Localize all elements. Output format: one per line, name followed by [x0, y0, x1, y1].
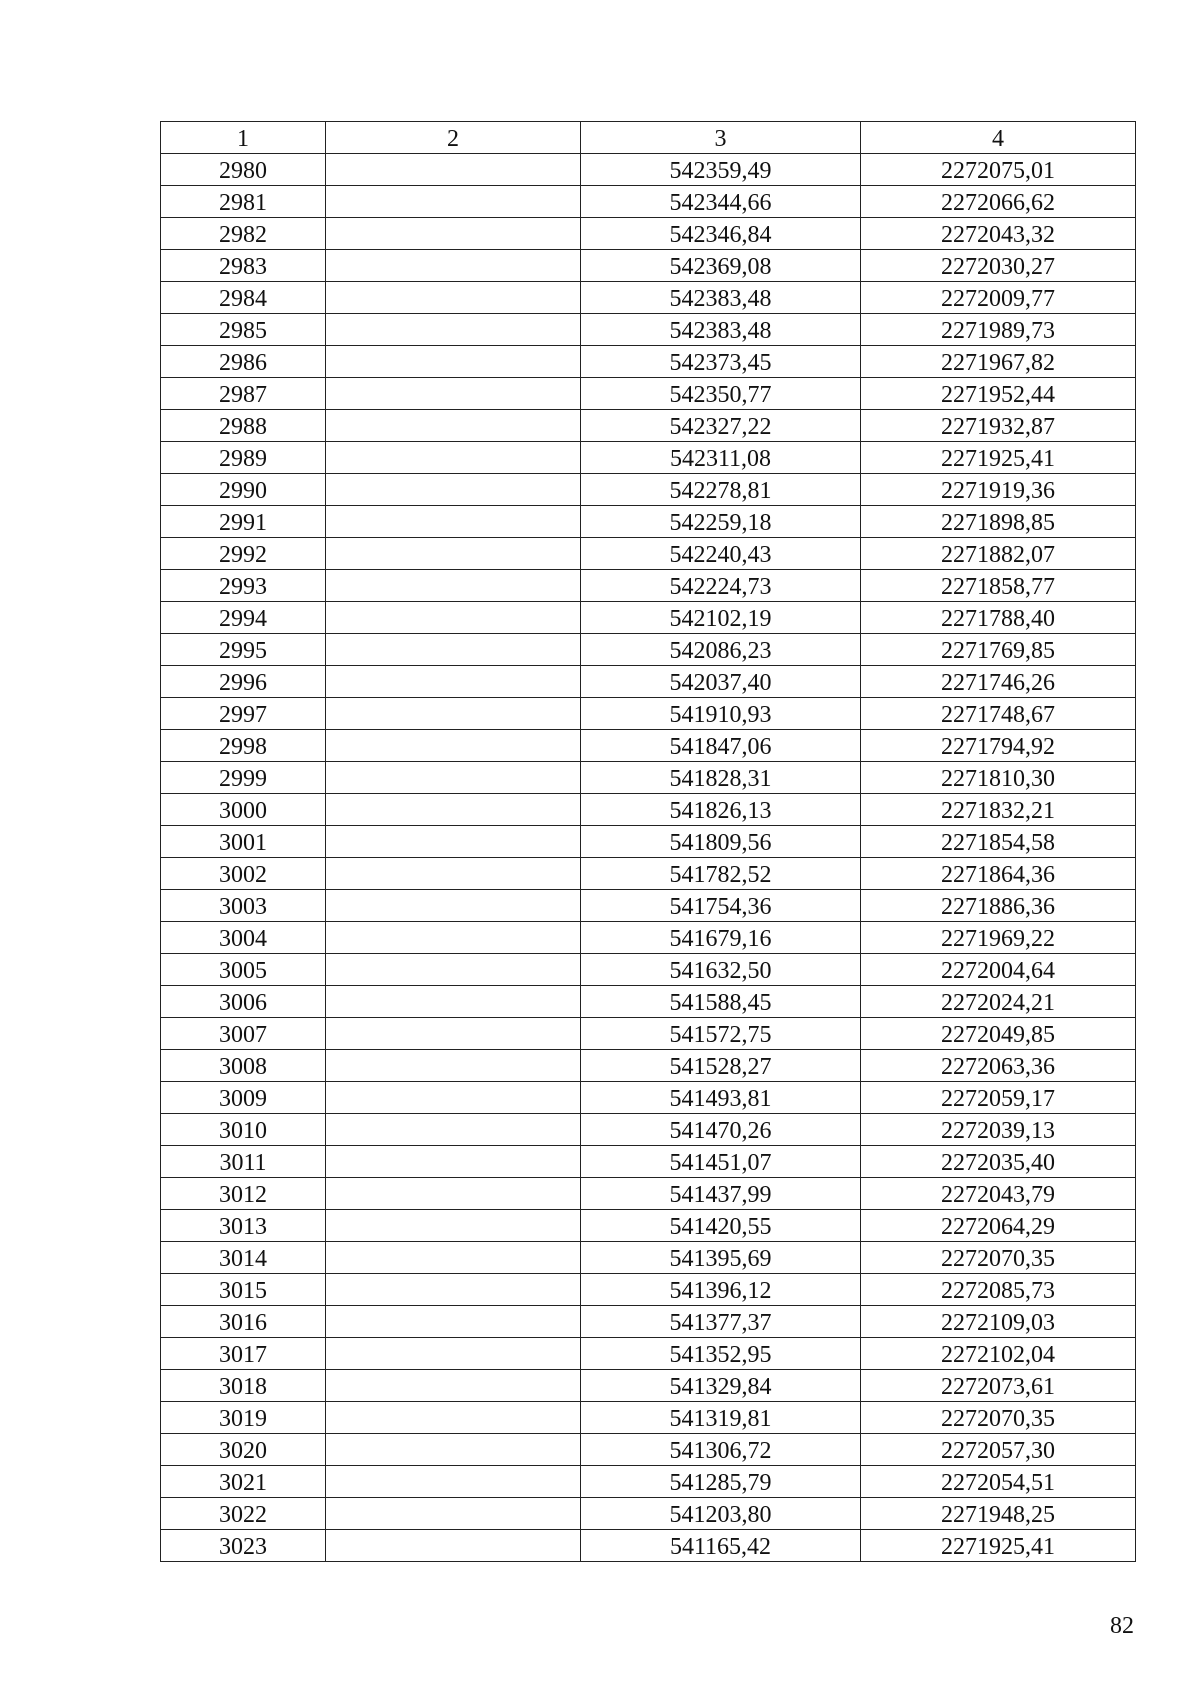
cell-point-number: 3002	[161, 858, 326, 890]
cell-coordinate-x: 541352,95	[581, 1338, 861, 1370]
column-header-2: 2	[326, 122, 581, 154]
cell-point-number: 2988	[161, 410, 326, 442]
cell-point-number: 3016	[161, 1306, 326, 1338]
cell-blank	[326, 538, 581, 570]
cell-coordinate-x: 541847,06	[581, 730, 861, 762]
cell-coordinate-y: 2271898,85	[861, 506, 1136, 538]
cell-blank	[326, 1210, 581, 1242]
cell-blank	[326, 250, 581, 282]
cell-point-number: 3005	[161, 954, 326, 986]
cell-coordinate-x: 541319,81	[581, 1402, 861, 1434]
cell-blank	[326, 1306, 581, 1338]
table-row	[161, 954, 1136, 986]
cell-point-number: 2981	[161, 186, 326, 218]
cell-blank	[326, 282, 581, 314]
table-row	[161, 378, 1136, 410]
cell-point-number: 3023	[161, 1530, 326, 1562]
cell-coordinate-y: 2271769,85	[861, 634, 1136, 666]
cell-coordinate-x: 542259,18	[581, 506, 861, 538]
cell-coordinate-y: 2272070,35	[861, 1402, 1136, 1434]
cell-coordinate-x: 542311,08	[581, 442, 861, 474]
cell-coordinate-x: 541437,99	[581, 1178, 861, 1210]
cell-coordinate-x: 541826,13	[581, 794, 861, 826]
cell-point-number: 2982	[161, 218, 326, 250]
cell-blank	[326, 410, 581, 442]
cell-point-number: 2987	[161, 378, 326, 410]
cell-blank	[326, 314, 581, 346]
cell-point-number: 3014	[161, 1242, 326, 1274]
cell-blank	[326, 1338, 581, 1370]
cell-blank	[326, 858, 581, 890]
cell-blank	[326, 506, 581, 538]
cell-coordinate-y: 2272049,85	[861, 1018, 1136, 1050]
cell-blank	[326, 1082, 581, 1114]
cell-coordinate-x: 542102,19	[581, 602, 861, 634]
cell-coordinate-x: 541420,55	[581, 1210, 861, 1242]
column-header-4: 4	[861, 122, 1136, 154]
cell-coordinate-y: 2271858,77	[861, 570, 1136, 602]
cell-point-number: 2980	[161, 154, 326, 186]
cell-coordinate-y: 2271788,40	[861, 602, 1136, 634]
cell-point-number: 3008	[161, 1050, 326, 1082]
cell-coordinate-y: 2272035,40	[861, 1146, 1136, 1178]
cell-coordinate-x: 541782,52	[581, 858, 861, 890]
table-row	[161, 602, 1136, 634]
cell-blank	[326, 1050, 581, 1082]
cell-coordinate-y: 2271948,25	[861, 1498, 1136, 1530]
cell-point-number: 2994	[161, 602, 326, 634]
cell-coordinate-y: 2271925,41	[861, 1530, 1136, 1562]
cell-coordinate-x: 542344,66	[581, 186, 861, 218]
table-row	[161, 1530, 1136, 1562]
table-row	[161, 922, 1136, 954]
cell-blank	[326, 1146, 581, 1178]
cell-coordinate-x: 542278,81	[581, 474, 861, 506]
cell-coordinate-y: 2272043,32	[861, 218, 1136, 250]
cell-blank	[326, 986, 581, 1018]
cell-blank	[326, 154, 581, 186]
cell-coordinate-x: 541203,80	[581, 1498, 861, 1530]
cell-coordinate-x: 541395,69	[581, 1242, 861, 1274]
cell-coordinate-y: 2271969,22	[861, 922, 1136, 954]
cell-point-number: 2998	[161, 730, 326, 762]
table-row	[161, 1082, 1136, 1114]
cell-coordinate-y: 2271794,92	[861, 730, 1136, 762]
cell-blank	[326, 922, 581, 954]
cell-blank	[326, 698, 581, 730]
cell-point-number: 3001	[161, 826, 326, 858]
cell-coordinate-y: 2271919,36	[861, 474, 1136, 506]
cell-blank	[326, 634, 581, 666]
cell-point-number: 2996	[161, 666, 326, 698]
table-row	[161, 986, 1136, 1018]
cell-point-number: 3007	[161, 1018, 326, 1050]
cell-point-number: 3020	[161, 1434, 326, 1466]
cell-coordinate-x: 541828,31	[581, 762, 861, 794]
table-body	[161, 154, 1136, 1562]
page-number: 82	[1110, 1613, 1134, 1639]
table-row	[161, 1466, 1136, 1498]
table-row	[161, 730, 1136, 762]
cell-coordinate-x: 541396,12	[581, 1274, 861, 1306]
cell-coordinate-y: 2272073,61	[861, 1370, 1136, 1402]
cell-coordinate-x: 541679,16	[581, 922, 861, 954]
table-row	[161, 1434, 1136, 1466]
cell-coordinate-x: 542369,08	[581, 250, 861, 282]
cell-coordinate-y: 2271746,26	[861, 666, 1136, 698]
cell-blank	[326, 1466, 581, 1498]
cell-coordinate-x: 541528,27	[581, 1050, 861, 1082]
cell-point-number: 3019	[161, 1402, 326, 1434]
cell-coordinate-y: 2272075,01	[861, 154, 1136, 186]
table-row	[161, 890, 1136, 922]
cell-blank	[326, 570, 581, 602]
cell-point-number: 3013	[161, 1210, 326, 1242]
cell-blank	[326, 1018, 581, 1050]
table-row	[161, 410, 1136, 442]
cell-blank	[326, 1114, 581, 1146]
table-row	[161, 794, 1136, 826]
cell-blank	[326, 794, 581, 826]
table-row	[161, 538, 1136, 570]
cell-coordinate-x: 541588,45	[581, 986, 861, 1018]
cell-coordinate-y: 2271952,44	[861, 378, 1136, 410]
cell-point-number: 2985	[161, 314, 326, 346]
cell-coordinate-y: 2271989,73	[861, 314, 1136, 346]
cell-coordinate-x: 541809,56	[581, 826, 861, 858]
cell-blank	[326, 1402, 581, 1434]
cell-coordinate-x: 541470,26	[581, 1114, 861, 1146]
cell-coordinate-y: 2272043,79	[861, 1178, 1136, 1210]
cell-blank	[326, 762, 581, 794]
table-row	[161, 314, 1136, 346]
cell-coordinate-y: 2271886,36	[861, 890, 1136, 922]
cell-blank	[326, 346, 581, 378]
cell-coordinate-y: 2271854,58	[861, 826, 1136, 858]
cell-coordinate-y: 2272054,51	[861, 1466, 1136, 1498]
cell-point-number: 3000	[161, 794, 326, 826]
cell-coordinate-y: 2272085,73	[861, 1274, 1136, 1306]
cell-blank	[326, 1274, 581, 1306]
table-row	[161, 1338, 1136, 1370]
cell-point-number: 2986	[161, 346, 326, 378]
cell-blank	[326, 186, 581, 218]
cell-coordinate-x: 541306,72	[581, 1434, 861, 1466]
cell-coordinate-y: 2272009,77	[861, 282, 1136, 314]
cell-coordinate-y: 2272059,17	[861, 1082, 1136, 1114]
cell-point-number: 3006	[161, 986, 326, 1018]
cell-blank	[326, 890, 581, 922]
table-row	[161, 250, 1136, 282]
cell-point-number: 3003	[161, 890, 326, 922]
table-header	[161, 122, 1136, 154]
cell-coordinate-x: 541910,93	[581, 698, 861, 730]
cell-coordinate-x: 541329,84	[581, 1370, 861, 1402]
table-row	[161, 762, 1136, 794]
cell-point-number: 2997	[161, 698, 326, 730]
cell-coordinate-x: 542383,48	[581, 314, 861, 346]
cell-point-number: 3021	[161, 1466, 326, 1498]
table-row	[161, 1018, 1136, 1050]
cell-blank	[326, 1242, 581, 1274]
cell-coordinate-y: 2272109,03	[861, 1306, 1136, 1338]
cell-coordinate-y: 2272039,13	[861, 1114, 1136, 1146]
table-row	[161, 346, 1136, 378]
coordinates-table	[160, 121, 1136, 1562]
cell-coordinate-x: 542240,43	[581, 538, 861, 570]
cell-point-number: 2991	[161, 506, 326, 538]
cell-coordinate-y: 2272066,62	[861, 186, 1136, 218]
table-row	[161, 506, 1136, 538]
cell-point-number: 2983	[161, 250, 326, 282]
table-row	[161, 1306, 1136, 1338]
cell-coordinate-x: 542383,48	[581, 282, 861, 314]
cell-coordinate-x: 541165,42	[581, 1530, 861, 1562]
cell-blank	[326, 666, 581, 698]
cell-coordinate-x: 541285,79	[581, 1466, 861, 1498]
cell-point-number: 3012	[161, 1178, 326, 1210]
cell-blank	[326, 826, 581, 858]
cell-point-number: 2990	[161, 474, 326, 506]
cell-point-number: 2993	[161, 570, 326, 602]
cell-point-number: 2984	[161, 282, 326, 314]
cell-coordinate-x: 541632,50	[581, 954, 861, 986]
table-row	[161, 218, 1136, 250]
table-row	[161, 1242, 1136, 1274]
cell-coordinate-y: 2272004,64	[861, 954, 1136, 986]
table-row	[161, 1402, 1136, 1434]
cell-blank	[326, 218, 581, 250]
cell-coordinate-x: 541572,75	[581, 1018, 861, 1050]
cell-coordinate-x: 542037,40	[581, 666, 861, 698]
cell-coordinate-y: 2271925,41	[861, 442, 1136, 474]
cell-coordinate-x: 542327,22	[581, 410, 861, 442]
table-row	[161, 1498, 1136, 1530]
header-row	[161, 122, 1136, 154]
cell-point-number: 3009	[161, 1082, 326, 1114]
cell-coordinate-y: 2271864,36	[861, 858, 1136, 890]
cell-coordinate-x: 541451,07	[581, 1146, 861, 1178]
cell-coordinate-y: 2272030,27	[861, 250, 1136, 282]
cell-coordinate-x: 542224,73	[581, 570, 861, 602]
cell-blank	[326, 730, 581, 762]
cell-point-number: 3022	[161, 1498, 326, 1530]
table-row	[161, 634, 1136, 666]
cell-coordinate-x: 541754,36	[581, 890, 861, 922]
cell-blank	[326, 1434, 581, 1466]
cell-blank	[326, 954, 581, 986]
cell-blank	[326, 442, 581, 474]
table-row	[161, 154, 1136, 186]
table-row	[161, 858, 1136, 890]
cell-coordinate-x: 541493,81	[581, 1082, 861, 1114]
cell-point-number: 3017	[161, 1338, 326, 1370]
cell-point-number: 2995	[161, 634, 326, 666]
cell-coordinate-y: 2272024,21	[861, 986, 1136, 1018]
table-row	[161, 666, 1136, 698]
table-row	[161, 442, 1136, 474]
cell-blank	[326, 602, 581, 634]
table-row	[161, 1370, 1136, 1402]
cell-point-number: 3015	[161, 1274, 326, 1306]
cell-coordinate-y: 2271932,87	[861, 410, 1136, 442]
cell-coordinate-y: 2272070,35	[861, 1242, 1136, 1274]
cell-blank	[326, 1498, 581, 1530]
cell-coordinate-y: 2271882,07	[861, 538, 1136, 570]
cell-point-number: 3010	[161, 1114, 326, 1146]
cell-point-number: 3004	[161, 922, 326, 954]
column-header-3: 3	[581, 122, 861, 154]
cell-coordinate-y: 2272057,30	[861, 1434, 1136, 1466]
cell-point-number: 2999	[161, 762, 326, 794]
cell-blank	[326, 1530, 581, 1562]
cell-point-number: 3018	[161, 1370, 326, 1402]
cell-coordinate-y: 2272063,36	[861, 1050, 1136, 1082]
cell-blank	[326, 474, 581, 506]
cell-blank	[326, 378, 581, 410]
table-row	[161, 698, 1136, 730]
table-row	[161, 1146, 1136, 1178]
cell-coordinate-x: 542346,84	[581, 218, 861, 250]
cell-blank	[326, 1370, 581, 1402]
table-row	[161, 1114, 1136, 1146]
table-row	[161, 1274, 1136, 1306]
table-row	[161, 186, 1136, 218]
cell-point-number: 3011	[161, 1146, 326, 1178]
cell-coordinate-x: 541377,37	[581, 1306, 861, 1338]
cell-coordinate-x: 542086,23	[581, 634, 861, 666]
table-row	[161, 1050, 1136, 1082]
table-row	[161, 570, 1136, 602]
cell-point-number: 2989	[161, 442, 326, 474]
cell-coordinate-x: 542359,49	[581, 154, 861, 186]
cell-coordinate-x: 542373,45	[581, 346, 861, 378]
cell-coordinate-y: 2271967,82	[861, 346, 1136, 378]
table-row	[161, 1178, 1136, 1210]
cell-coordinate-y: 2271832,21	[861, 794, 1136, 826]
table-row	[161, 282, 1136, 314]
table-row	[161, 1210, 1136, 1242]
table-row	[161, 474, 1136, 506]
cell-coordinate-y: 2272064,29	[861, 1210, 1136, 1242]
cell-coordinate-y: 2272102,04	[861, 1338, 1136, 1370]
column-header-1: 1	[161, 122, 326, 154]
cell-coordinate-x: 542350,77	[581, 378, 861, 410]
cell-coordinate-y: 2271748,67	[861, 698, 1136, 730]
table-row	[161, 826, 1136, 858]
cell-blank	[326, 1178, 581, 1210]
cell-coordinate-y: 2271810,30	[861, 762, 1136, 794]
cell-point-number: 2992	[161, 538, 326, 570]
